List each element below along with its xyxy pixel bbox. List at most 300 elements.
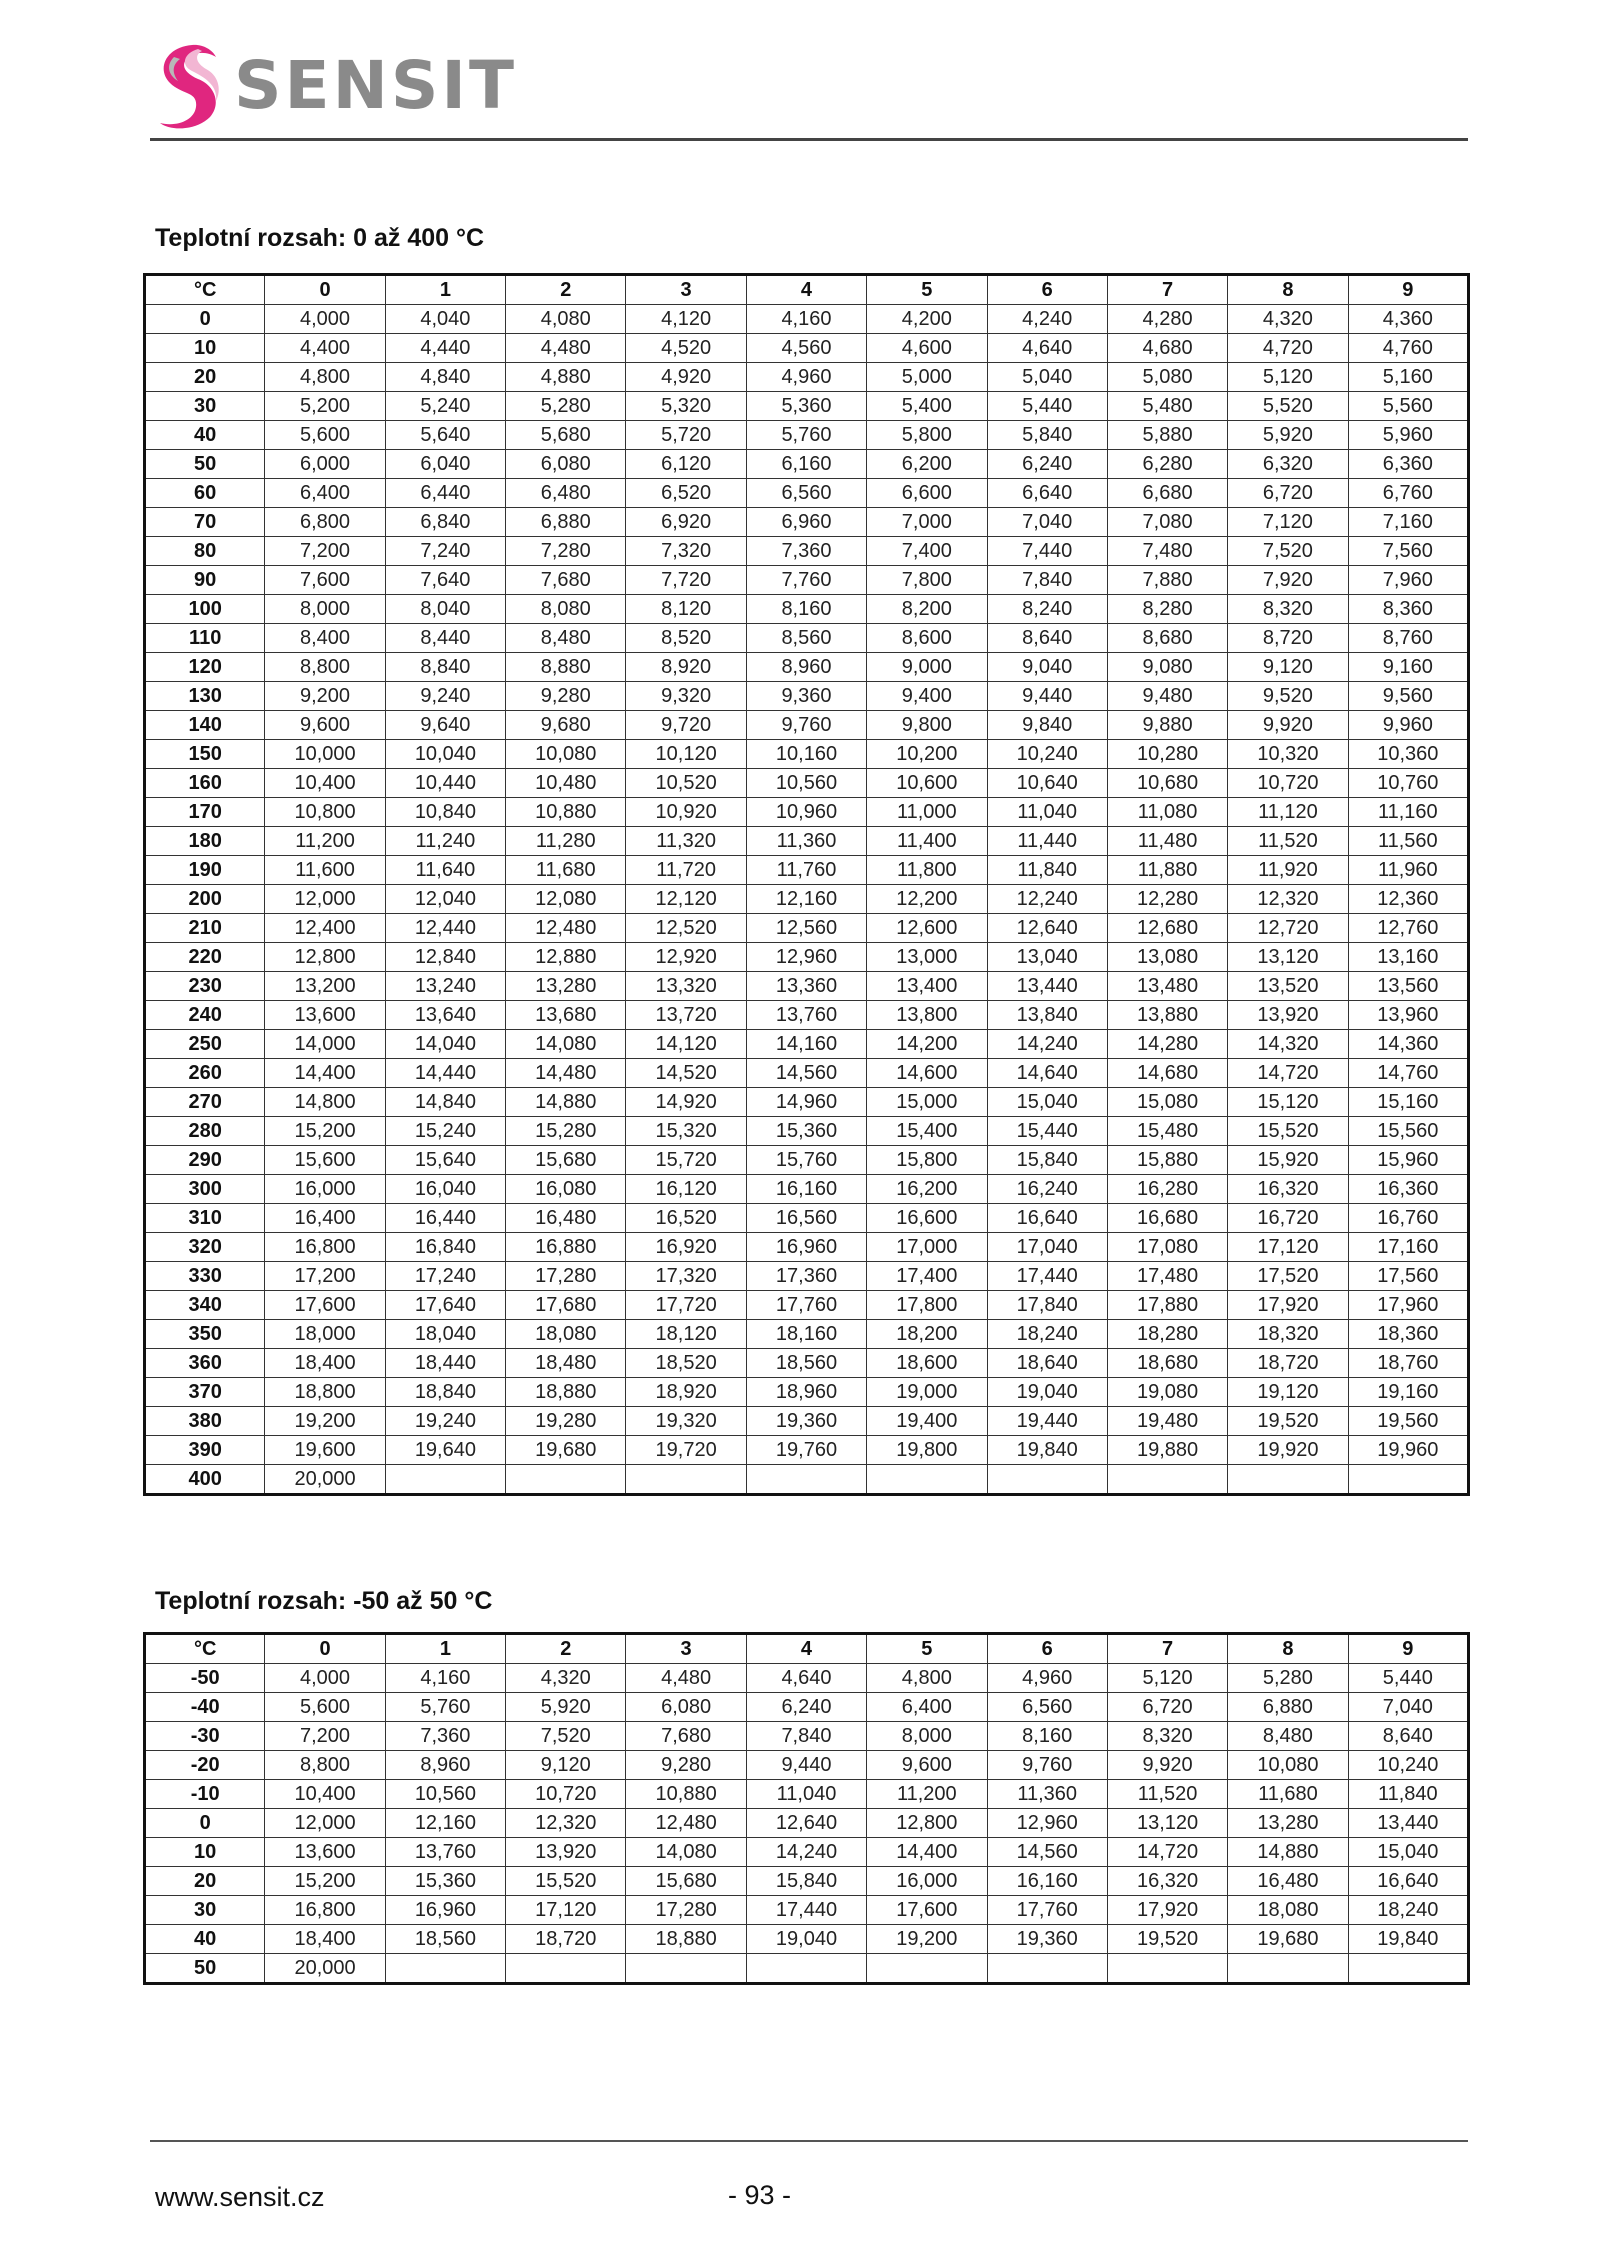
table-cell: 10,720	[506, 1780, 626, 1809]
table-cell: 6,840	[385, 508, 505, 537]
table-cell: 6,080	[626, 1693, 746, 1722]
table-cell: 6,760	[1348, 479, 1468, 508]
table-cell: 19,360	[746, 1407, 866, 1436]
table-cell: 16,600	[867, 1204, 987, 1233]
table-cell: 9,760	[987, 1751, 1107, 1780]
table-row	[145, 450, 1469, 479]
table-cell	[626, 1954, 746, 1984]
table-row	[145, 943, 1469, 972]
table-cell: 18,080	[1228, 1896, 1348, 1925]
table-cell: 15,920	[1228, 1146, 1348, 1175]
table-cell: 5,040	[987, 363, 1107, 392]
table-cell: 11,560	[1348, 827, 1468, 856]
table-cell: 19,800	[867, 1436, 987, 1465]
table-cell: 16,240	[987, 1175, 1107, 1204]
table-cell: 6,600	[867, 479, 987, 508]
table-cell: 10,080	[506, 740, 626, 769]
table-cell: 9,440	[987, 682, 1107, 711]
table-cell: 4,320	[506, 1664, 626, 1693]
table-cell: 6,080	[506, 450, 626, 479]
table-row	[145, 1175, 1469, 1204]
table-cell: 9,120	[1228, 653, 1348, 682]
row-temperature: 80	[145, 537, 265, 566]
table-cell: 6,400	[867, 1693, 987, 1722]
table-cell: 4,160	[746, 305, 866, 334]
table-cell: 10,160	[746, 740, 866, 769]
table-row	[145, 1030, 1469, 1059]
row-temperature: 60	[145, 479, 265, 508]
table-cell: 18,800	[265, 1378, 385, 1407]
column-header: 7	[1107, 275, 1227, 305]
table-cell: 18,240	[1348, 1896, 1468, 1925]
table-row	[145, 392, 1469, 421]
table-cell: 12,640	[746, 1809, 866, 1838]
table-cell: 13,800	[867, 1001, 987, 1030]
table-cell: 13,120	[1228, 943, 1348, 972]
table-cell: 15,400	[867, 1117, 987, 1146]
table-cell	[385, 1954, 505, 1984]
table-cell: 11,440	[987, 827, 1107, 856]
table-cell: 16,800	[265, 1896, 385, 1925]
table-cell: 8,520	[626, 624, 746, 653]
table-cell: 19,720	[626, 1436, 746, 1465]
table-cell: 12,160	[385, 1809, 505, 1838]
table-cell: 13,960	[1348, 1001, 1468, 1030]
table-cell: 15,200	[265, 1117, 385, 1146]
table-cell: 12,240	[987, 885, 1107, 914]
row-temperature: 120	[145, 653, 265, 682]
table-cell: 11,920	[1228, 856, 1348, 885]
table-cell: 18,000	[265, 1320, 385, 1349]
table-cell: 11,400	[867, 827, 987, 856]
row-temperature: 100	[145, 595, 265, 624]
table-cell: 16,520	[626, 1204, 746, 1233]
table-cell: 10,040	[385, 740, 505, 769]
table-row	[145, 1780, 1469, 1809]
table-cell: 6,480	[506, 479, 626, 508]
column-header: 0	[265, 275, 385, 305]
table-cell: 9,800	[867, 711, 987, 740]
column-header: 5	[867, 275, 987, 305]
table-cell: 19,360	[987, 1925, 1107, 1954]
table-cell: 12,840	[385, 943, 505, 972]
table-cell: 5,920	[506, 1693, 626, 1722]
table-row	[145, 1465, 1469, 1495]
table-cell: 12,800	[265, 943, 385, 972]
table-cell: 10,120	[626, 740, 746, 769]
table-cell: 10,000	[265, 740, 385, 769]
table-cell: 17,440	[987, 1262, 1107, 1291]
table-cell: 20,000	[265, 1465, 385, 1495]
table-cell: 4,160	[385, 1664, 505, 1693]
table-cell: 13,880	[1107, 1001, 1227, 1030]
table-cell: 4,640	[987, 334, 1107, 363]
table-cell: 8,920	[626, 653, 746, 682]
table-cell: 12,160	[746, 885, 866, 914]
table-cell: 8,280	[1107, 595, 1227, 624]
row-temperature: 50	[145, 450, 265, 479]
table-cell: 8,320	[1228, 595, 1348, 624]
table-cell: 10,560	[385, 1780, 505, 1809]
table-cell: 17,120	[506, 1896, 626, 1925]
table-cell: 17,600	[867, 1896, 987, 1925]
table-cell: 13,920	[506, 1838, 626, 1867]
table-cell: 18,720	[506, 1925, 626, 1954]
table-cell: 17,280	[626, 1896, 746, 1925]
table-row	[145, 1664, 1469, 1693]
table-cell: 5,280	[506, 392, 626, 421]
table-cell: 10,520	[626, 769, 746, 798]
table-cell: 17,720	[626, 1291, 746, 1320]
table-cell: 5,440	[987, 392, 1107, 421]
table-cell	[385, 1465, 505, 1495]
table-cell: 14,880	[1228, 1838, 1348, 1867]
table-cell: 7,120	[1228, 508, 1348, 537]
table-cell: 9,680	[506, 711, 626, 740]
table-cell: 8,240	[987, 595, 1107, 624]
column-header: 8	[1228, 1634, 1348, 1664]
table-row	[145, 885, 1469, 914]
table-cell: 14,040	[385, 1030, 505, 1059]
table-cell: 16,920	[626, 1233, 746, 1262]
table-cell: 13,360	[746, 972, 866, 1001]
table-row	[145, 334, 1469, 363]
table-cell: 11,320	[626, 827, 746, 856]
table-cell: 5,800	[867, 421, 987, 450]
table-row	[145, 1233, 1469, 1262]
table-row	[145, 1867, 1469, 1896]
table-cell: 15,320	[626, 1117, 746, 1146]
table-cell: 7,040	[1348, 1693, 1468, 1722]
table-cell: 12,560	[746, 914, 866, 943]
table-cell: 9,640	[385, 711, 505, 740]
table-cell: 9,360	[746, 682, 866, 711]
table-cell: 6,000	[265, 450, 385, 479]
table-cell: 19,080	[1107, 1378, 1227, 1407]
table-row	[145, 856, 1469, 885]
table-cell: 6,720	[1228, 479, 1348, 508]
table-cell: 7,400	[867, 537, 987, 566]
table-cell: 5,200	[265, 392, 385, 421]
table-cell: 5,240	[385, 392, 505, 421]
table-cell: 9,720	[626, 711, 746, 740]
row-temperature: 340	[145, 1291, 265, 1320]
table-cell: 16,960	[746, 1233, 866, 1262]
row-temperature: 170	[145, 798, 265, 827]
table-cell: 17,480	[1107, 1262, 1227, 1291]
table-cell: 12,480	[506, 914, 626, 943]
table-cell: 17,560	[1348, 1262, 1468, 1291]
table-cell: 7,240	[385, 537, 505, 566]
table-cell: 8,120	[626, 595, 746, 624]
table-cell: 7,080	[1107, 508, 1227, 537]
table-cell: 18,160	[746, 1320, 866, 1349]
table-cell	[1348, 1465, 1468, 1495]
table-cell: 18,040	[385, 1320, 505, 1349]
table-row	[145, 914, 1469, 943]
column-header: 5	[867, 1634, 987, 1664]
table-cell: 13,680	[506, 1001, 626, 1030]
table-cell	[626, 1465, 746, 1495]
table-cell: 15,280	[506, 1117, 626, 1146]
table-cell: 8,200	[867, 595, 987, 624]
table-cell: 10,800	[265, 798, 385, 827]
table-row	[145, 972, 1469, 1001]
table-cell: 19,200	[265, 1407, 385, 1436]
table-row	[145, 1954, 1469, 1984]
table-cell: 15,760	[746, 1146, 866, 1175]
table-row	[145, 798, 1469, 827]
table-cell: 9,920	[1107, 1751, 1227, 1780]
table-row	[145, 1088, 1469, 1117]
table-cell: 9,840	[987, 711, 1107, 740]
table-cell: 10,840	[385, 798, 505, 827]
table-cell: 16,400	[265, 1204, 385, 1233]
table-cell: 17,240	[385, 1262, 505, 1291]
table-cell: 11,200	[265, 827, 385, 856]
row-temperature: 230	[145, 972, 265, 1001]
table-cell: 17,160	[1348, 1233, 1468, 1262]
table-cell: 15,520	[1228, 1117, 1348, 1146]
table-cell: 5,280	[1228, 1664, 1348, 1693]
table-cell	[867, 1465, 987, 1495]
table-cell: 14,280	[1107, 1030, 1227, 1059]
table-cell: 17,960	[1348, 1291, 1468, 1320]
table-cell: 9,240	[385, 682, 505, 711]
column-header: 7	[1107, 1634, 1227, 1664]
table-cell: 10,720	[1228, 769, 1348, 798]
table-cell: 10,560	[746, 769, 866, 798]
table-cell: 15,120	[1228, 1088, 1348, 1117]
row-temperature: 290	[145, 1146, 265, 1175]
table-cell: 14,240	[746, 1838, 866, 1867]
table-cell: 13,320	[626, 972, 746, 1001]
table-cell: 6,160	[746, 450, 866, 479]
table-cell: 9,320	[626, 682, 746, 711]
column-header: 8	[1228, 275, 1348, 305]
table-cell: 5,840	[987, 421, 1107, 450]
row-temperature: -30	[145, 1722, 265, 1751]
table-cell: 16,160	[746, 1175, 866, 1204]
table-cell: 19,000	[867, 1378, 987, 1407]
table-cell: 13,080	[1107, 943, 1227, 972]
table-cell: 19,240	[385, 1407, 505, 1436]
table-cell: 15,040	[987, 1088, 1107, 1117]
table-cell: 7,800	[867, 566, 987, 595]
table-cell: 14,880	[506, 1088, 626, 1117]
table-cell: 11,160	[1348, 798, 1468, 827]
table-cell: 14,120	[626, 1030, 746, 1059]
table-cell: 7,560	[1348, 537, 1468, 566]
table-cell: 16,160	[987, 1867, 1107, 1896]
table-cell: 8,000	[265, 595, 385, 624]
table-cell: 9,480	[1107, 682, 1227, 711]
table-cell: 12,880	[506, 943, 626, 972]
table-cell: 16,880	[506, 1233, 626, 1262]
table-cell: 18,080	[506, 1320, 626, 1349]
table-cell: 11,040	[987, 798, 1107, 827]
column-header: 4	[746, 1634, 866, 1664]
row-temperature: 160	[145, 769, 265, 798]
table-cell: 4,480	[626, 1664, 746, 1693]
table-cell: 15,560	[1348, 1117, 1468, 1146]
table-cell: 14,400	[867, 1838, 987, 1867]
table-cell: 9,400	[867, 682, 987, 711]
row-temperature: 10	[145, 1838, 265, 1867]
table-cell: 14,800	[265, 1088, 385, 1117]
table-cell: 5,480	[1107, 392, 1227, 421]
table-cell: 13,160	[1348, 943, 1468, 972]
table-cell: 12,000	[265, 885, 385, 914]
table-cell: 18,360	[1348, 1320, 1468, 1349]
table-cell: 4,240	[987, 305, 1107, 334]
table-cell: 9,160	[1348, 653, 1468, 682]
table-row	[145, 1693, 1469, 1722]
table-cell: 4,400	[265, 334, 385, 363]
table-cell: 7,840	[987, 566, 1107, 595]
table-cell: 15,360	[746, 1117, 866, 1146]
row-temperature: 30	[145, 392, 265, 421]
table-row	[145, 1291, 1469, 1320]
table-cell: 11,360	[746, 827, 866, 856]
table-cell: 19,520	[1228, 1407, 1348, 1436]
table-cell: 13,000	[867, 943, 987, 972]
table-cell: 6,240	[746, 1693, 866, 1722]
table-cell: 6,800	[265, 508, 385, 537]
table-cell: 17,640	[385, 1291, 505, 1320]
column-header: 9	[1348, 1634, 1468, 1664]
table-cell: 8,960	[746, 653, 866, 682]
table-cell: 11,840	[1348, 1780, 1468, 1809]
table-cell: 8,640	[987, 624, 1107, 653]
row-temperature: 400	[145, 1465, 265, 1495]
table-cell: 15,840	[746, 1867, 866, 1896]
table-cell: 16,040	[385, 1175, 505, 1204]
table-cell: 9,960	[1348, 711, 1468, 740]
table-cell: 12,640	[987, 914, 1107, 943]
table-cell: 14,960	[746, 1088, 866, 1117]
table-cell: 8,160	[987, 1722, 1107, 1751]
table-cell: 9,560	[1348, 682, 1468, 711]
table-cell: 18,880	[626, 1925, 746, 1954]
table-row	[145, 1204, 1469, 1233]
table-cell: 9,600	[867, 1751, 987, 1780]
table-cell: 9,080	[1107, 653, 1227, 682]
table-cell: 6,120	[626, 450, 746, 479]
table-cell: 17,080	[1107, 1233, 1227, 1262]
table-cell: 6,040	[385, 450, 505, 479]
table-cell: 15,160	[1348, 1088, 1468, 1117]
table1-title: Teplotní rozsah: 0 až 400 °C	[155, 224, 485, 252]
table-cell: 12,920	[626, 943, 746, 972]
table-cell: 6,400	[265, 479, 385, 508]
table-cell: 4,000	[265, 1664, 385, 1693]
table-cell: 12,040	[385, 885, 505, 914]
table-cell: 16,280	[1107, 1175, 1227, 1204]
table-cell: 5,160	[1348, 363, 1468, 392]
sensit-swirl-logo-icon	[152, 41, 224, 131]
table-cell: 14,480	[506, 1059, 626, 1088]
table-cell: 6,680	[1107, 479, 1227, 508]
table-cell: 16,000	[265, 1175, 385, 1204]
table-cell: 4,480	[506, 334, 626, 363]
table-row	[145, 1722, 1469, 1751]
table-cell: 17,880	[1107, 1291, 1227, 1320]
row-temperature: 210	[145, 914, 265, 943]
table-cell: 13,240	[385, 972, 505, 1001]
table-cell: 8,160	[746, 595, 866, 624]
table-cell: 13,440	[987, 972, 1107, 1001]
table-cell: 19,560	[1348, 1407, 1468, 1436]
table-cell	[867, 1954, 987, 1984]
table-cell: 17,520	[1228, 1262, 1348, 1291]
row-temperature: 250	[145, 1030, 265, 1059]
header-logo	[152, 40, 517, 132]
table-row	[145, 1896, 1469, 1925]
row-temperature: 300	[145, 1175, 265, 1204]
table-cell: 4,000	[265, 305, 385, 334]
table-cell: 14,720	[1228, 1059, 1348, 1088]
table-cell: 10,280	[1107, 740, 1227, 769]
table-cell: 18,880	[506, 1378, 626, 1407]
table-cell: 13,120	[1107, 1809, 1227, 1838]
row-temperature: 320	[145, 1233, 265, 1262]
table-cell: 11,360	[987, 1780, 1107, 1809]
table-cell: 7,520	[1228, 537, 1348, 566]
table-row	[145, 740, 1469, 769]
table-cell: 11,880	[1107, 856, 1227, 885]
table-cell: 9,520	[1228, 682, 1348, 711]
table-cell: 16,200	[867, 1175, 987, 1204]
table-cell: 18,520	[626, 1349, 746, 1378]
table-cell: 5,520	[1228, 392, 1348, 421]
table-cell: 7,440	[987, 537, 1107, 566]
table-cell: 5,920	[1228, 421, 1348, 450]
table-row	[145, 1059, 1469, 1088]
table-cell: 6,280	[1107, 450, 1227, 479]
table-cell: 8,680	[1107, 624, 1227, 653]
table-cell: 19,480	[1107, 1407, 1227, 1436]
table-cell: 16,640	[1348, 1867, 1468, 1896]
table-row	[145, 1809, 1469, 1838]
table-cell: 16,960	[385, 1896, 505, 1925]
table-cell: 14,560	[746, 1059, 866, 1088]
table-cell: 16,480	[1228, 1867, 1348, 1896]
table-cell: 14,360	[1348, 1030, 1468, 1059]
table-cell: 11,760	[746, 856, 866, 885]
table-cell: 16,560	[746, 1204, 866, 1233]
table-cell: 8,480	[1228, 1722, 1348, 1751]
row-temperature: 390	[145, 1436, 265, 1465]
table-cell: 11,040	[746, 1780, 866, 1809]
table-cell: 19,120	[1228, 1378, 1348, 1407]
table-cell: 13,040	[987, 943, 1107, 972]
table-cell: 20,000	[265, 1954, 385, 1984]
row-temperature: 380	[145, 1407, 265, 1436]
table-cell: 13,920	[1228, 1001, 1348, 1030]
column-header: 6	[987, 1634, 1107, 1664]
table-cell: 19,680	[1228, 1925, 1348, 1954]
column-header: 1	[385, 275, 505, 305]
table-cell: 13,400	[867, 972, 987, 1001]
table-cell: 15,880	[1107, 1146, 1227, 1175]
table-cell: 5,000	[867, 363, 987, 392]
table-cell: 7,040	[987, 508, 1107, 537]
table-cell: 13,600	[265, 1001, 385, 1030]
table-cell: 11,120	[1228, 798, 1348, 827]
table-cell: 4,080	[506, 305, 626, 334]
table-cell: 4,880	[506, 363, 626, 392]
